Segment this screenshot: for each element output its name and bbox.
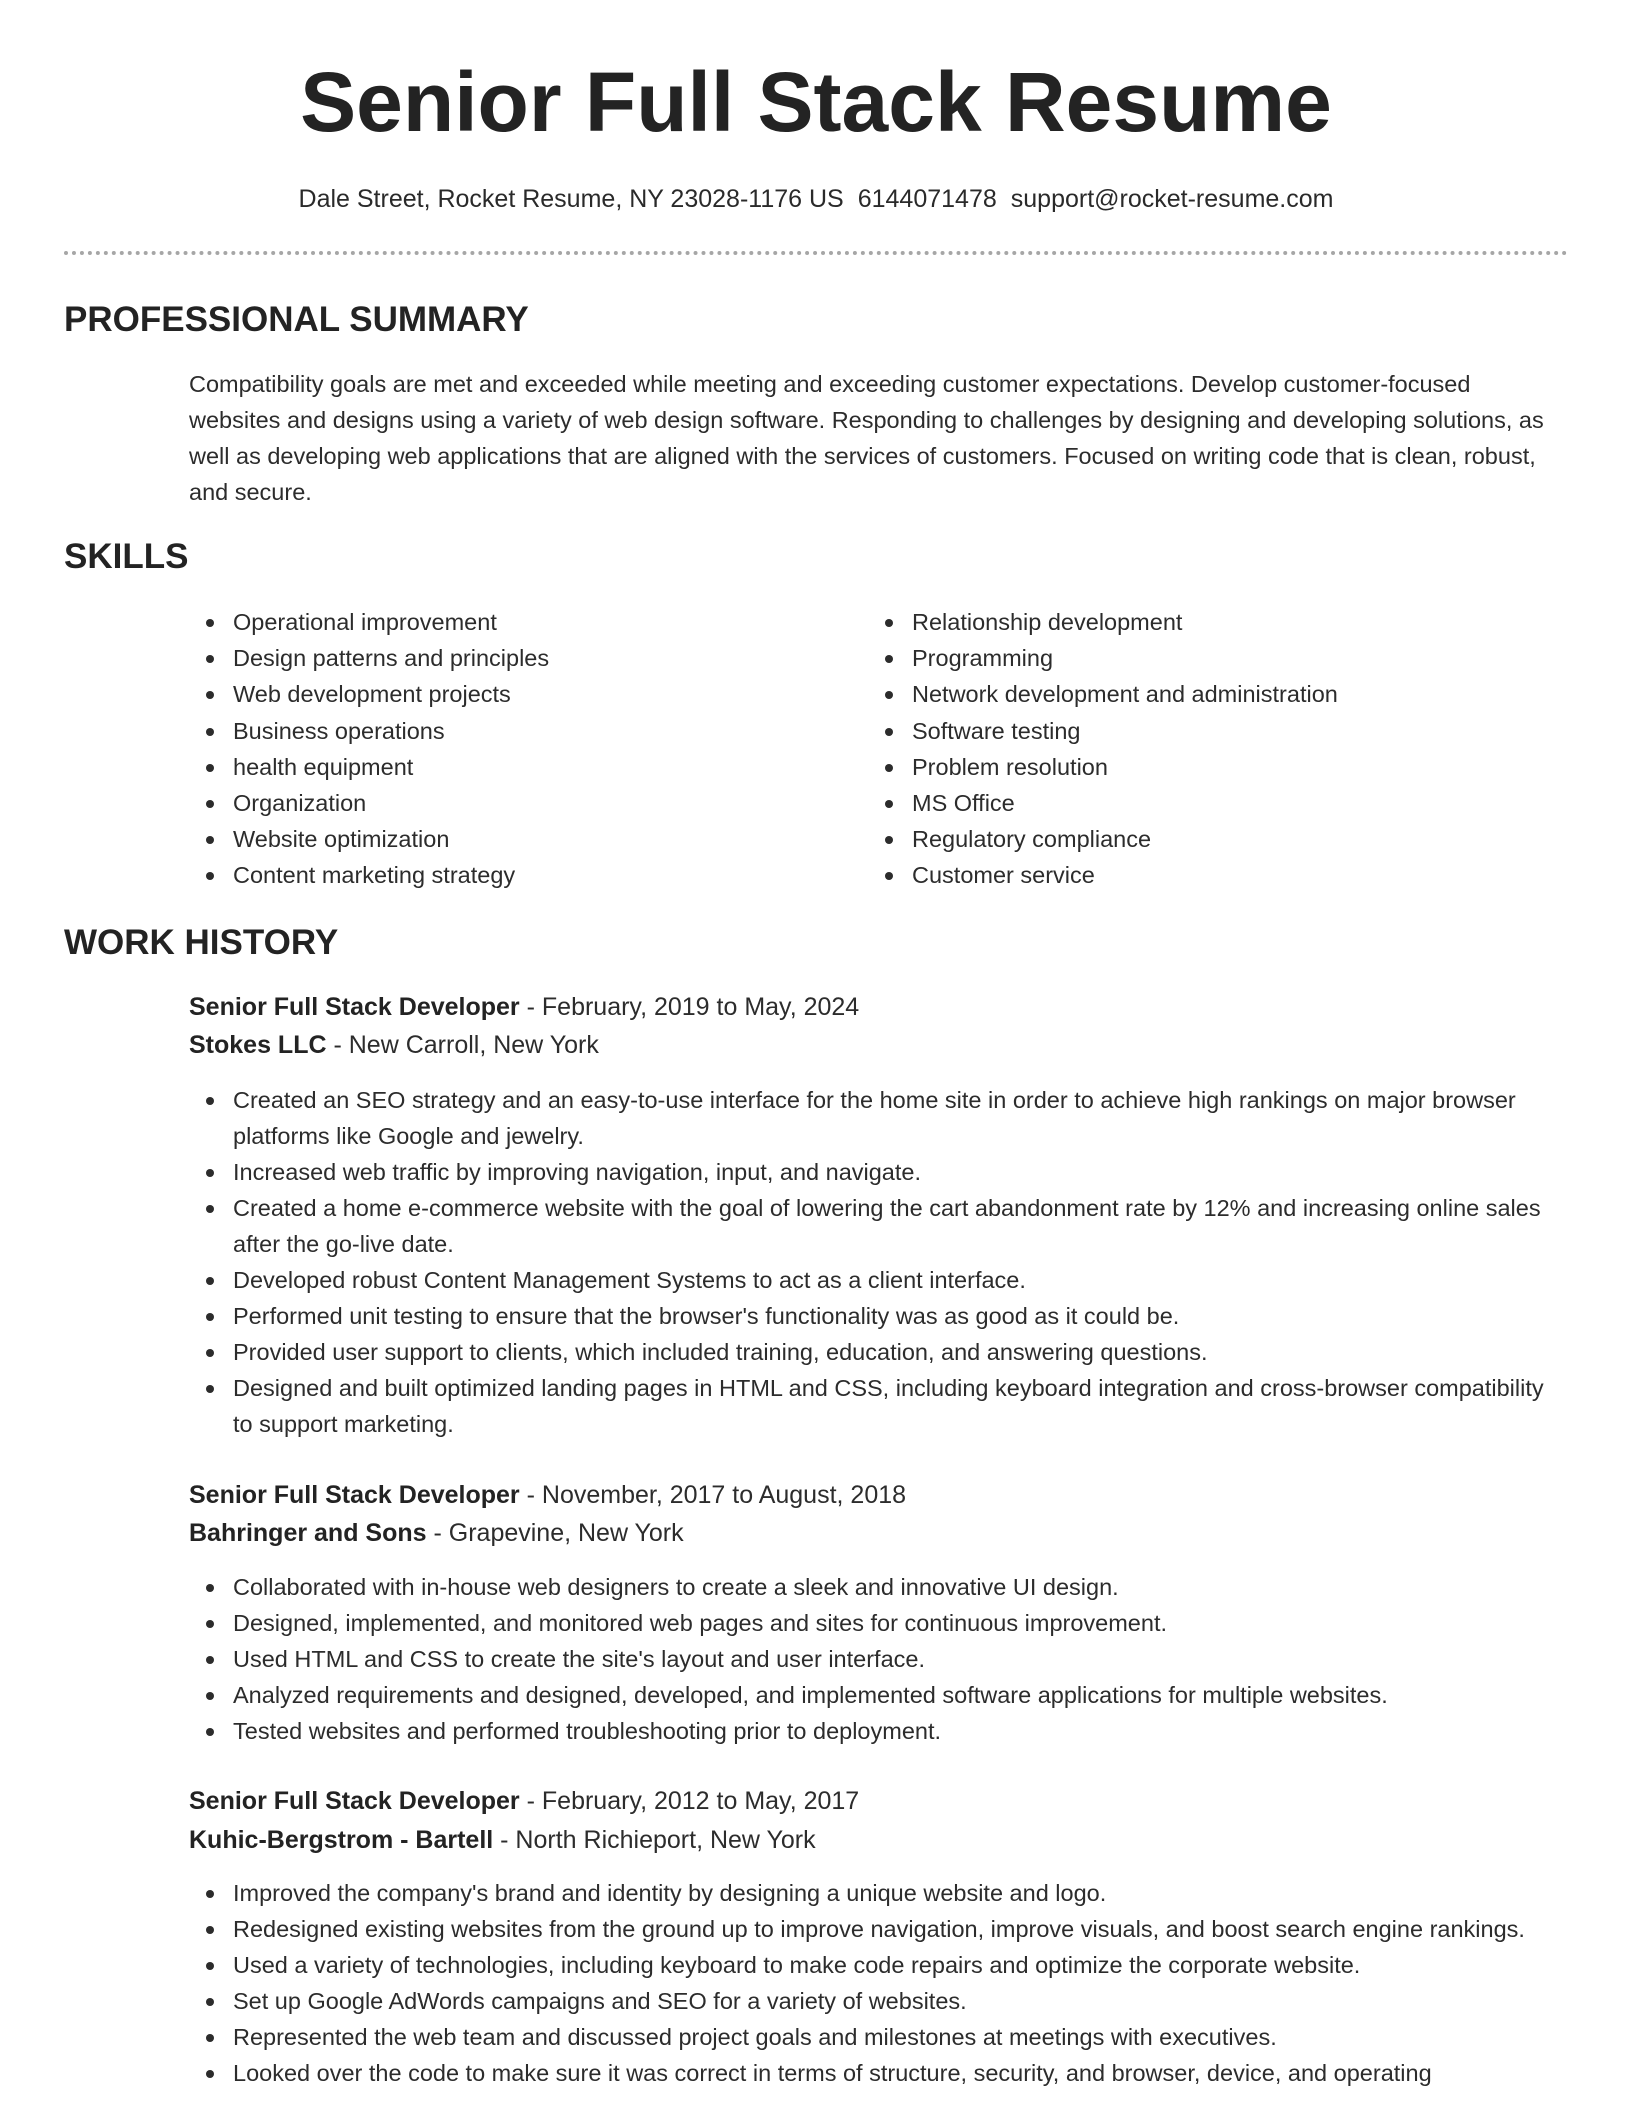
resume-title: Senior Full Stack Resume xyxy=(300,55,1332,149)
job-title-line xyxy=(189,1476,906,1514)
skill-item: Website optimization xyxy=(189,821,829,857)
job-bullet: Used HTML and CSS to create the site's layout and user interface. xyxy=(189,1641,1569,1677)
job-bullet: Looked over the code to make sure it was correct in terms of structure, security, and browser, device, and operating xyxy=(189,2055,1569,2091)
skill-item: Operational improvement xyxy=(189,604,829,640)
job-bullet: Improved the company's brand and identity by designing a unique website and logo. xyxy=(189,1875,1569,1911)
skill-item: MS Office xyxy=(868,785,1508,821)
skill-item: Customer service xyxy=(868,857,1508,893)
job-company: Kuhic-Bergstrom - Bartell xyxy=(189,1826,494,1854)
job-role: Senior Full Stack Developer xyxy=(189,1787,520,1815)
job-bullet: Set up Google AdWords campaigns and SEO for a variety of websites. xyxy=(189,1983,1569,2019)
job-bullet: Performed unit testing to ensure that the browser's functionality was as good as it could be. xyxy=(189,1298,1569,1334)
summary-text: Compatibility goals are met and exceeded while meeting and exceeding customer expectations. Develop customer-focused websites and designs using a variety of web design software. Responding to challenges by designing and developing solutions, as well as developing web applications that are aligned with the services of customers. Focused on writing code that is clean, robust, and secure. xyxy=(189,371,1544,505)
skill-item: Software testing xyxy=(868,713,1508,749)
job-location: - Grapevine, New York xyxy=(426,1519,684,1547)
skill-item: Network development and administration xyxy=(868,676,1508,712)
job-bullet: Provided user support to clients, which included training, education, and answering questions. xyxy=(189,1334,1569,1370)
job-company-line xyxy=(189,1821,816,1859)
skill-item: Content marketing strategy xyxy=(189,857,829,893)
job-bullet: Used a variety of technologies, including keyboard to make code repairs and optimize the corporate website. xyxy=(189,1947,1569,1983)
job-bullet: Created a home e-commerce website with the goal of lowering the cart abandonment rate by 12% and increasing online sales after the go-live date. xyxy=(189,1190,1569,1262)
job-bullet: Developed robust Content Management Systems to act as a client interface. xyxy=(189,1262,1569,1298)
job-company: Stokes LLC xyxy=(189,1031,327,1059)
work-history-heading: WORK HISTORY xyxy=(64,923,339,962)
job-bullet: Created an SEO strategy and an easy-to-use interface for the home site in order to achieve high rankings on major browser platforms like Google and jewelry. xyxy=(189,1082,1569,1154)
header-divider xyxy=(64,251,1568,255)
job-dates: - February, 2019 to May, 2024 xyxy=(519,993,860,1021)
skills-list-right xyxy=(868,604,1508,894)
job-bullet: Designed, implemented, and monitored web pages and sites for continuous improvement. xyxy=(189,1605,1569,1641)
skills-heading: SKILLS xyxy=(64,537,189,576)
job-bullet: Collaborated with in-house web designers to create a sleek and innovative UI design. xyxy=(189,1569,1569,1605)
skill-item: Business operations xyxy=(189,713,829,749)
skill-item: Relationship development xyxy=(868,604,1508,640)
summary-heading: PROFESSIONAL SUMMARY xyxy=(64,300,529,339)
skill-item: Regulatory compliance xyxy=(868,821,1508,857)
contact-phone: 6144071478 xyxy=(857,185,997,213)
job-bullet: Redesigned existing websites from the ground up to improve navigation, improve visuals, and boost search engine rankings. xyxy=(189,1911,1569,1947)
skill-item: Problem resolution xyxy=(868,749,1508,785)
contact-line xyxy=(0,181,1632,217)
contact-email: support@rocket-resume.com xyxy=(1010,185,1334,213)
job-bullet-list xyxy=(189,1875,1569,2091)
job-title-line xyxy=(189,1782,859,1820)
skills-list-left xyxy=(189,604,829,894)
job-company: Bahringer and Sons xyxy=(189,1519,427,1547)
job-bullet: Increased web traffic by improving navigation, input, and navigate. xyxy=(189,1154,1569,1190)
job-role: Senior Full Stack Developer xyxy=(189,1481,520,1509)
skill-item: Web development projects xyxy=(189,676,829,712)
job-bullet-list xyxy=(189,1082,1569,1442)
contact-address: Dale Street, Rocket Resume, NY 23028-1176 US xyxy=(298,185,844,213)
job-dates: - February, 2012 to May, 2017 xyxy=(519,1787,860,1815)
job-bullet: Represented the web team and discussed project goals and milestones at meetings with executives. xyxy=(189,2019,1569,2055)
job-bullet-list xyxy=(189,1569,1569,1749)
job-dates: - November, 2017 to August, 2018 xyxy=(519,1481,907,1509)
job-title-line xyxy=(189,988,859,1026)
job-company-line xyxy=(189,1026,599,1064)
skill-item: health equipment xyxy=(189,749,829,785)
job-bullet: Designed and built optimized landing pages in HTML and CSS, including keyboard integration and cross-browser compatibility to support marketing. xyxy=(189,1370,1569,1442)
job-company-line xyxy=(189,1514,684,1552)
job-location: - North Richieport, New York xyxy=(493,1826,816,1854)
skill-item: Design patterns and principles xyxy=(189,640,829,676)
job-location: - New Carroll, New York xyxy=(326,1031,599,1059)
skill-item: Programming xyxy=(868,640,1508,676)
skill-item: Organization xyxy=(189,785,829,821)
job-bullet: Analyzed requirements and designed, developed, and implemented software applications for multiple websites. xyxy=(189,1677,1569,1713)
job-bullet: Tested websites and performed troubleshooting prior to deployment. xyxy=(189,1713,1569,1749)
job-role: Senior Full Stack Developer xyxy=(189,993,520,1021)
